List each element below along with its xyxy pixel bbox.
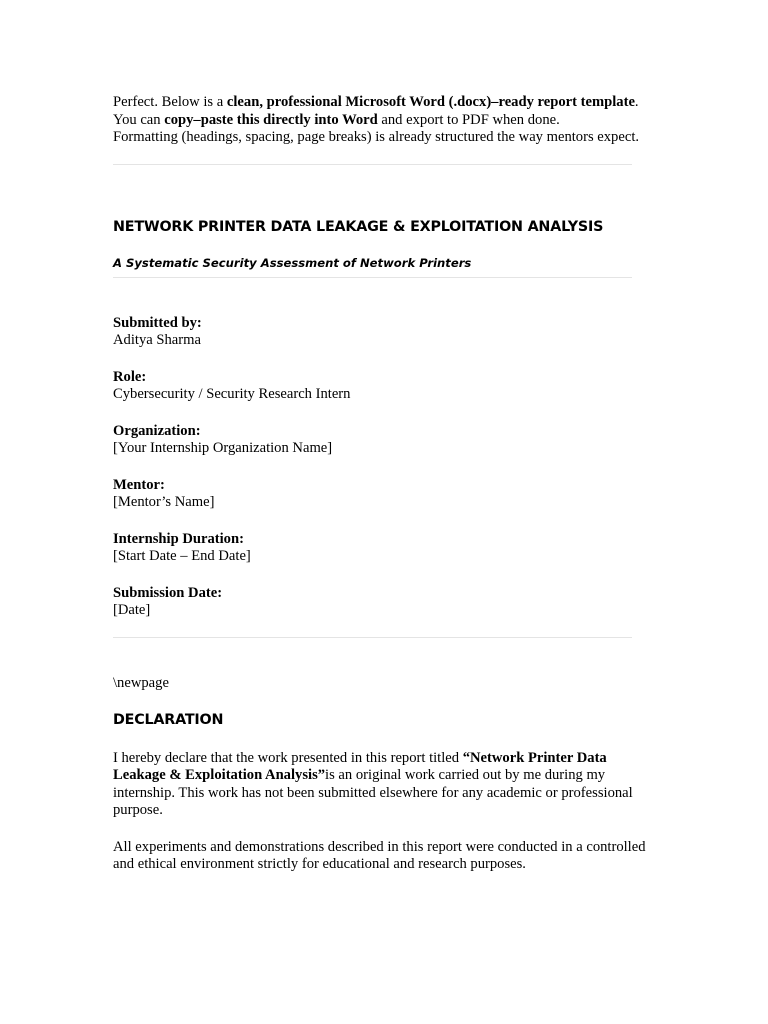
report-title: NETWORK PRINTER DATA LEAKAGE & EXPLOITATION ANALYSIS xyxy=(113,218,604,235)
field-submission-date xyxy=(113,585,653,620)
details-block xyxy=(113,315,653,620)
field-organization xyxy=(113,423,653,458)
field-value: Cybersecurity / Security Research Intern xyxy=(113,386,351,402)
field-value: [Your Internship Organization Name] xyxy=(113,440,333,456)
intro-line-3: Formatting (headings, spacing, page breaks) is already structured the way mentors expect. xyxy=(113,129,640,145)
declaration-report-title: “Network Printer Data Leakage & Exploitation Analysis” xyxy=(113,749,607,783)
field-value: Aditya Sharma xyxy=(113,332,201,348)
field-value: [Mentor’s Name] xyxy=(113,494,215,510)
intro-line-1 xyxy=(113,94,653,112)
field-internship-duration xyxy=(113,531,653,566)
intro-block xyxy=(113,94,653,147)
declaration-text: is an original work carried out by me during my internship. This work has not been submitted elsewhere for any academic or professional purpose. xyxy=(113,767,633,818)
field-submitted-by xyxy=(113,315,653,350)
field-label: Organization: xyxy=(113,422,201,439)
intro-text: and export to PDF when done. xyxy=(377,111,560,128)
declaration-text: I hereby declare that the work presented in this report titled xyxy=(113,749,463,766)
field-label: Mentor: xyxy=(113,476,165,493)
field-label: Internship Duration: xyxy=(113,530,244,547)
newpage-marker: \newpage xyxy=(113,674,169,691)
document-page xyxy=(113,94,653,874)
intro-text: You can xyxy=(113,111,165,128)
declaration-heading: DECLARATION xyxy=(113,712,224,728)
report-subtitle: A Systematic Security Assessment of Network Printers xyxy=(113,256,472,270)
intro-text: Perfect. Below is a xyxy=(113,94,227,110)
divider xyxy=(113,164,632,165)
declaration-paragraph-2: All experiments and demonstrations described in this report were conducted in a controlled and ethical environment strictly for educational and research purposes. xyxy=(113,838,646,872)
field-label: Role: xyxy=(113,368,147,385)
field-role xyxy=(113,369,653,404)
field-value: [Date] xyxy=(113,602,151,618)
intro-bold-text: clean, professional Microsoft Word (.docx)–ready report template xyxy=(226,94,635,110)
declaration-paragraph-1 xyxy=(113,750,653,820)
intro-line-2 xyxy=(113,112,653,130)
field-label: Submitted by: xyxy=(113,314,202,331)
field-label: Submission Date: xyxy=(113,584,223,601)
field-mentor xyxy=(113,477,653,512)
intro-bold-text: copy–paste this directly into Word xyxy=(164,111,378,128)
intro-text: . xyxy=(634,94,639,110)
field-value: [Start Date – End Date] xyxy=(113,548,251,564)
divider xyxy=(113,637,632,638)
divider xyxy=(113,277,632,278)
